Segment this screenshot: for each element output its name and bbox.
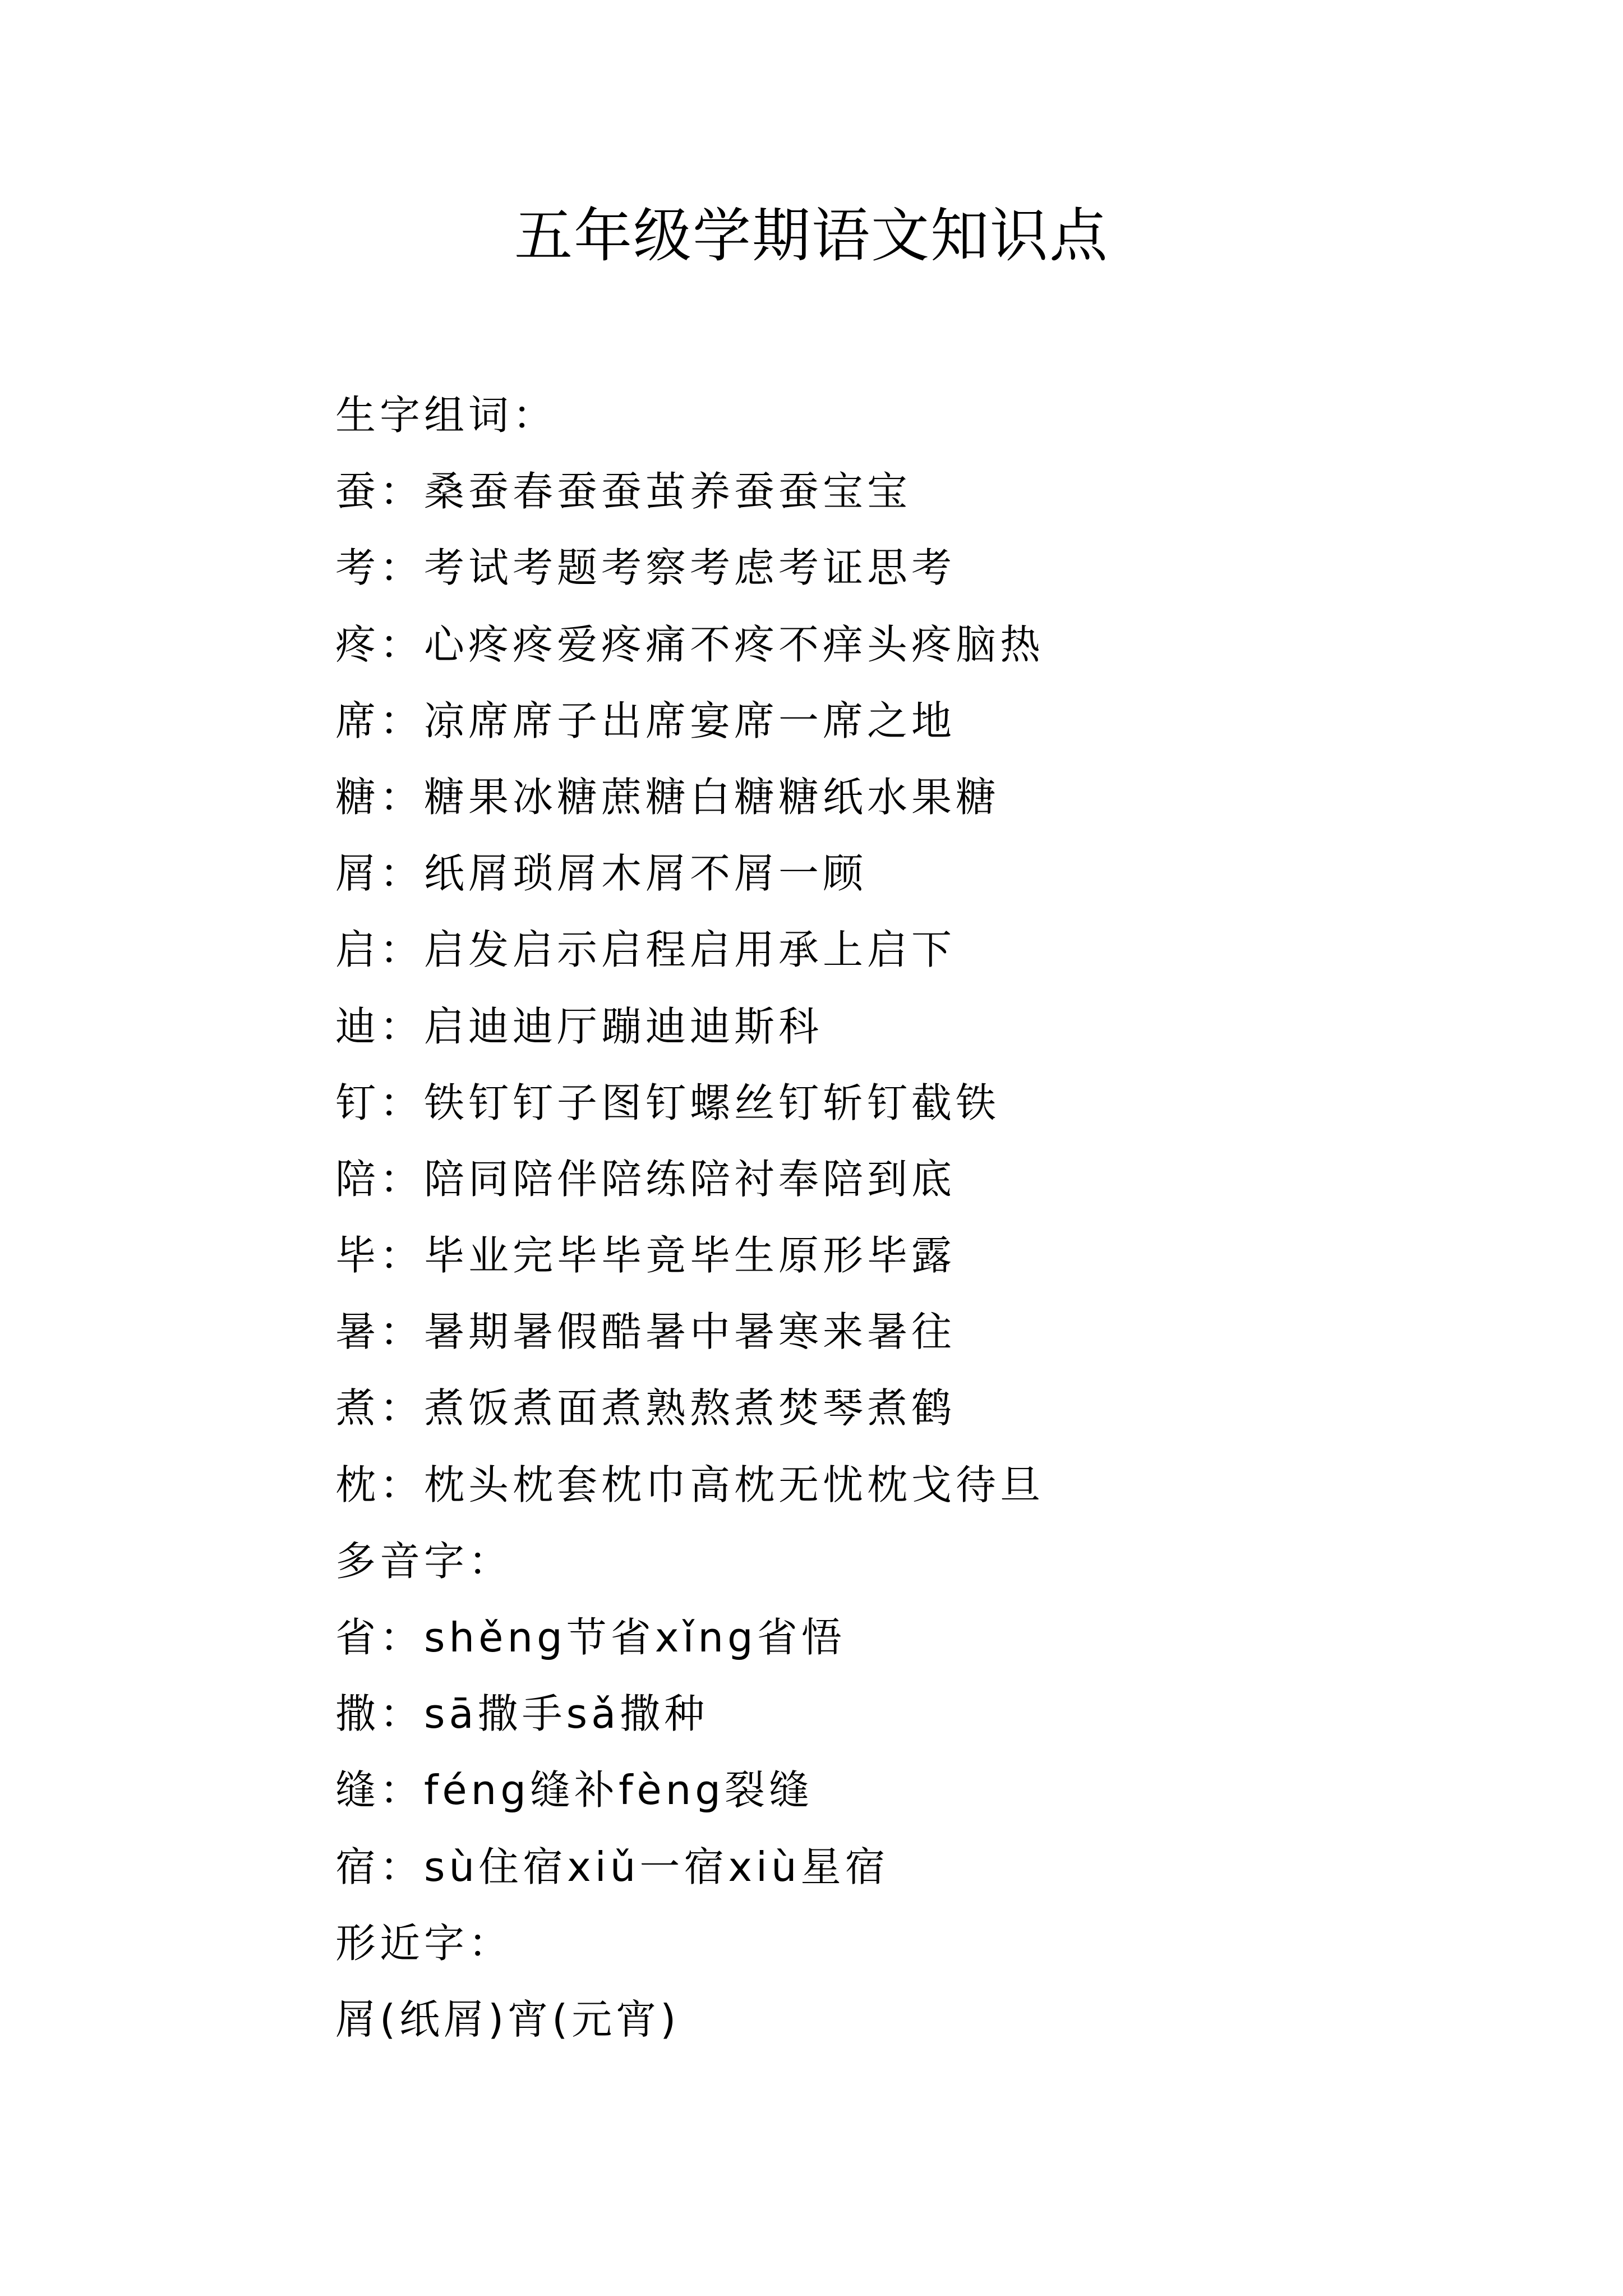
text-line: 陪：陪同陪伴陪练陪衬奉陪到底 bbox=[335, 1155, 956, 1203]
document-title: 五年级学期语文知识点 bbox=[514, 201, 1109, 270]
text-line: 疼：心疼疼爱疼痛不疼不痒头疼脑热 bbox=[335, 620, 1045, 668]
text-line: 暑：暑期暑假酷暑中暑寒来暑往 bbox=[335, 1308, 956, 1356]
section-heading-vocabulary: 生字组词： bbox=[335, 392, 557, 439]
text-line: 枕：枕头枕套枕巾高枕无忧枕戈待旦 bbox=[335, 1461, 1045, 1508]
text-line: 毕：毕业完毕毕竟毕生原形毕露 bbox=[335, 1232, 956, 1280]
text-line: 省：shěng节省xǐng省悟 bbox=[335, 1614, 846, 1661]
text-line: 煮：煮饭煮面煮熟熬煮焚琴煮鹤 bbox=[335, 1384, 956, 1432]
text-line: 屑(纸屑)宵(元宵) bbox=[335, 1995, 680, 2043]
text-line: 屑：纸屑琐屑木屑不屑一顾 bbox=[335, 850, 868, 898]
text-line: 考：考试考题考察考虑考证思考 bbox=[335, 544, 956, 592]
text-line: 启：启发启示启程启用承上启下 bbox=[335, 926, 956, 974]
text-line: 席：凉席席子出席宴席一席之地 bbox=[335, 697, 956, 744]
text-line: 蚕：桑蚕春蚕蚕茧养蚕蚕宝宝 bbox=[335, 468, 912, 516]
section-heading-similar-chars: 形近字： bbox=[335, 1919, 513, 1967]
text-line: 钉：铁钉钉子图钉螺丝钉斩钉截铁 bbox=[335, 1079, 1000, 1126]
text-line: 迪：启迪迪厅蹦迪迪斯科 bbox=[335, 1002, 823, 1050]
text-line: 宿：sù住宿xiǔ一宿xiù星宿 bbox=[335, 1843, 889, 1890]
document-body bbox=[335, 377, 1569, 2058]
text-line: 撒：sā撒手sǎ撒种 bbox=[335, 1690, 709, 1738]
text-line: 缝：féng缝补fèng裂缝 bbox=[335, 1766, 813, 1814]
section-heading-polyphones: 多音字： bbox=[335, 1537, 513, 1585]
text-line: 糖：糖果冰糖蔗糖白糖糖纸水果糖 bbox=[335, 773, 1000, 821]
